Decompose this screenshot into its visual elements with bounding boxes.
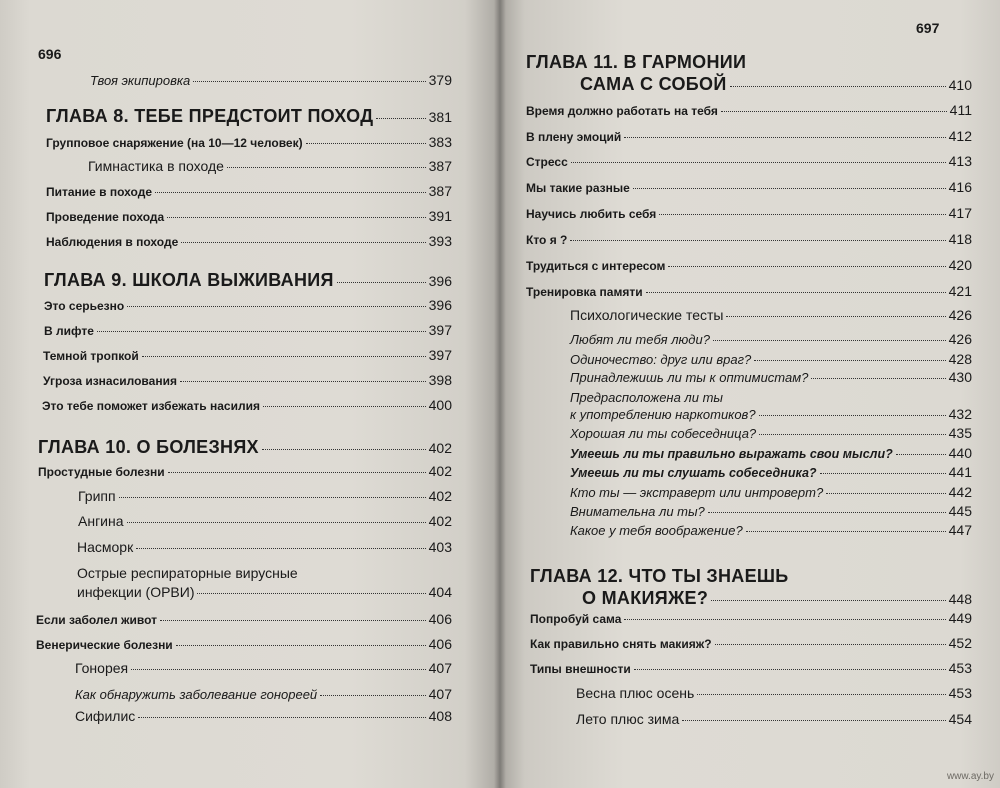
toc-entry: В лифте 397 [44,322,452,338]
toc-entry-line: Острые респираторные вирусные [77,565,298,581]
toc-entry: Принадлежишь ли ты к оптимистам? 430 [570,369,972,385]
toc-entry: Ангина 402 [78,513,452,529]
toc-entry: Это тебе поможет избежать насилия 400 [42,397,452,413]
toc-entry: Наблюдения в походе 393 [46,233,452,249]
toc-entry: Сифилис 408 [75,708,452,724]
toc-entry: инфекции (ОРВИ) 404 [77,584,452,600]
chapter-heading: ГЛАВА 10. О БОЛЕЗНЯХ 402 [38,437,452,457]
toc-entry: Если заболел живот 406 [36,611,452,627]
book-gutter [494,0,506,788]
toc-entry: Хорошая ли ты собеседница? 435 [570,425,972,441]
toc-entry: Кто ты — экстраверт или интроверт? 442 [570,484,972,500]
toc-entry: Трудиться с интересом 420 [526,257,972,273]
toc-entry: Грипп 402 [78,488,452,504]
chapter-heading: САМА С СОБОЙ 410 [580,74,972,94]
toc-entry: Гимнастика в походе 387 [88,158,452,174]
toc-entry: Это серьезно 396 [44,297,452,313]
toc-entry: Стресс 413 [526,153,972,169]
right-page-number: 697 [916,20,940,36]
toc-entry: Темной тропкой 397 [43,347,452,363]
chapter-heading: О МАКИЯЖЕ? 448 [582,588,972,608]
toc-entry: В плену эмоций 412 [526,128,972,144]
chapter-heading: ГЛАВА 9. ШКОЛА ВЫЖИВАНИЯ 396 [44,270,452,290]
toc-entry: к употреблению наркотиков? 432 [570,406,972,422]
chapter-heading: ГЛАВА 8. ТЕБЕ ПРЕДСТОИТ ПОХОД 381 [46,106,452,126]
toc-entry: Мы такие разные 416 [526,179,972,195]
toc-entry: Умеешь ли ты правильно выражать свои мысли? 440 [570,445,972,461]
toc-entry: Групповое снаряжение (на 10—12 человек) 383 [46,134,452,150]
toc-entry: Внимательна ли ты? 445 [570,503,972,519]
chapter-heading-line: ГЛАВА 11. В ГАРМОНИИ [526,52,747,72]
toc-entry: Насморк 403 [77,539,452,555]
toc-entry: Лето плюс зима 454 [576,711,972,727]
left-page-number: 696 [38,46,62,62]
right-page [500,0,1000,788]
toc-entry: Твоя экипировка 379 [90,72,452,88]
toc-entry: Тренировка памяти 421 [526,283,972,299]
toc-entry: Питание в походе 387 [46,183,452,199]
toc-entry: Научись любить себя 417 [526,205,972,221]
watermark: www.ay.by [946,771,994,782]
toc-entry: Время должно работать на тебя 411 [526,102,972,118]
chapter-heading-line: ГЛАВА 12. ЧТО ТЫ ЗНАЕШЬ [530,566,789,586]
toc-entry: Любят ли тебя люди? 426 [570,331,972,347]
toc-entry: Попробуй сама 449 [530,610,972,626]
toc-entry: Угроза изнасилования 398 [43,372,452,388]
toc-entry: Как обнаружить заболевание гонореей 407 [75,686,452,702]
toc-entry: Простудные болезни 402 [38,463,452,479]
toc-entry: Типы внешности 453 [530,660,972,676]
toc-entry: Психологические тесты 426 [570,307,972,323]
toc-entry: Какое у тебя воображение? 447 [570,522,972,538]
toc-entry: Весна плюс осень 453 [576,685,972,701]
toc-entry: Венерические болезни 406 [36,636,452,652]
toc-entry: Проведение похода 391 [46,208,452,224]
toc-entry: Как правильно снять макияж? 452 [530,635,972,651]
toc-entry: Кто я ? 418 [526,231,972,247]
toc-entry-line: Предрасположена ли ты [570,390,723,405]
toc-entry: Умеешь ли ты слушать собеседника? 441 [570,464,972,480]
toc-entry: Гонорея 407 [75,660,452,676]
toc-entry: Одиночество: друг или враг? 428 [570,351,972,367]
